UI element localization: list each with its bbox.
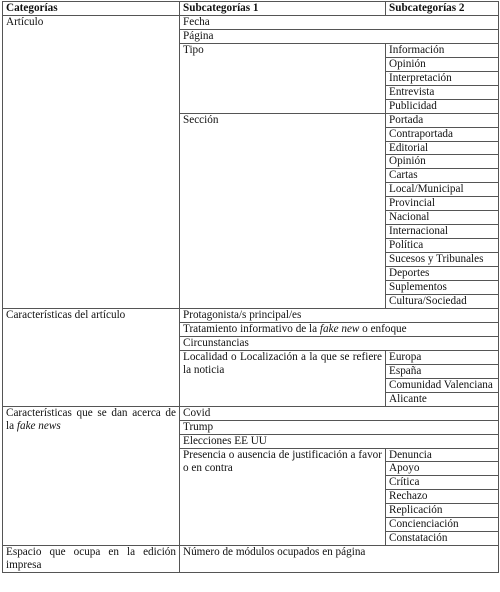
localidad-item: Comunidad Valenciana — [386, 378, 499, 392]
subcat-elecciones: Elecciones EE UU — [180, 434, 499, 448]
justificacion-item: Apoyo — [386, 462, 499, 476]
subcat-protagonista: Protagonista/s principal/es — [180, 308, 499, 322]
category-espacio: Espacio que ocupa en la edición impresa — [3, 546, 180, 573]
subcat-fecha: Fecha — [180, 15, 499, 29]
subcat-localidad: Localidad o Localización a la que se refiere la noticia — [180, 350, 386, 406]
header-subcategorias-1: Subcategorías 1 — [180, 2, 386, 16]
subcat-tratamiento: Tratamiento informativo de la fake new o enfoque — [180, 322, 499, 336]
seccion-item: Internacional — [386, 225, 499, 239]
header-row — [3, 2, 499, 16]
fake-new-term: fake new — [319, 322, 360, 335]
tipo-item: Información — [386, 43, 499, 57]
justificacion-item: Replicación — [386, 504, 499, 518]
categories-table — [2, 1, 499, 573]
subcat-tipo: Tipo — [180, 43, 386, 113]
seccion-item: Suplementos — [386, 281, 499, 295]
category-caracteristicas-articulo: Características del artículo — [3, 308, 180, 406]
header-subcategorias-2: Subcategorías 2 — [386, 2, 499, 16]
category-caracteristicas-fake-news: Características que se dan acerca de la fake news — [3, 406, 180, 546]
header-categorias: Categorías — [3, 2, 180, 16]
localidad-item: España — [386, 364, 499, 378]
justificacion-item: Denuncia — [386, 448, 499, 462]
subcat-justificacion: Presencia o ausencia de justificación a favor o en contra — [180, 448, 386, 546]
seccion-item: Cultura/Sociedad — [386, 295, 499, 309]
seccion-item: Opinión — [386, 155, 499, 169]
fake-news-term: fake news — [16, 419, 61, 432]
seccion-item: Cartas — [386, 169, 499, 183]
tipo-item: Interpretación — [386, 71, 499, 85]
seccion-item: Nacional — [386, 211, 499, 225]
subcat-trump: Trump — [180, 420, 499, 434]
seccion-item: Sucesos y Tribunales — [386, 253, 499, 267]
justificacion-item: Rechazo — [386, 490, 499, 504]
seccion-item: Deportes — [386, 267, 499, 281]
localidad-item: Alicante — [386, 392, 499, 406]
subcat-modulos: Número de módulos ocupados en página — [180, 546, 499, 573]
seccion-item: Local/Municipal — [386, 183, 499, 197]
justificacion-item: Crítica — [386, 476, 499, 490]
subcat-covid: Covid — [180, 406, 499, 420]
localidad-item: Europa — [386, 350, 499, 364]
tipo-item: Publicidad — [386, 99, 499, 113]
category-articulo: Artículo — [3, 15, 180, 308]
seccion-item: Política — [386, 239, 499, 253]
justificacion-item: Constatación — [386, 532, 499, 546]
seccion-item: Contraportada — [386, 127, 499, 141]
subcat-circunstancias: Circunstancias — [180, 336, 499, 350]
subcat-pagina: Página — [180, 29, 499, 43]
subcat-seccion: Sección — [180, 113, 386, 308]
tipo-item: Opinión — [386, 57, 499, 71]
tipo-item: Entrevista — [386, 85, 499, 99]
seccion-item: Portada — [386, 113, 499, 127]
seccion-item: Editorial — [386, 141, 499, 155]
seccion-item: Provincial — [386, 197, 499, 211]
justificacion-item: Concienciación — [386, 518, 499, 532]
